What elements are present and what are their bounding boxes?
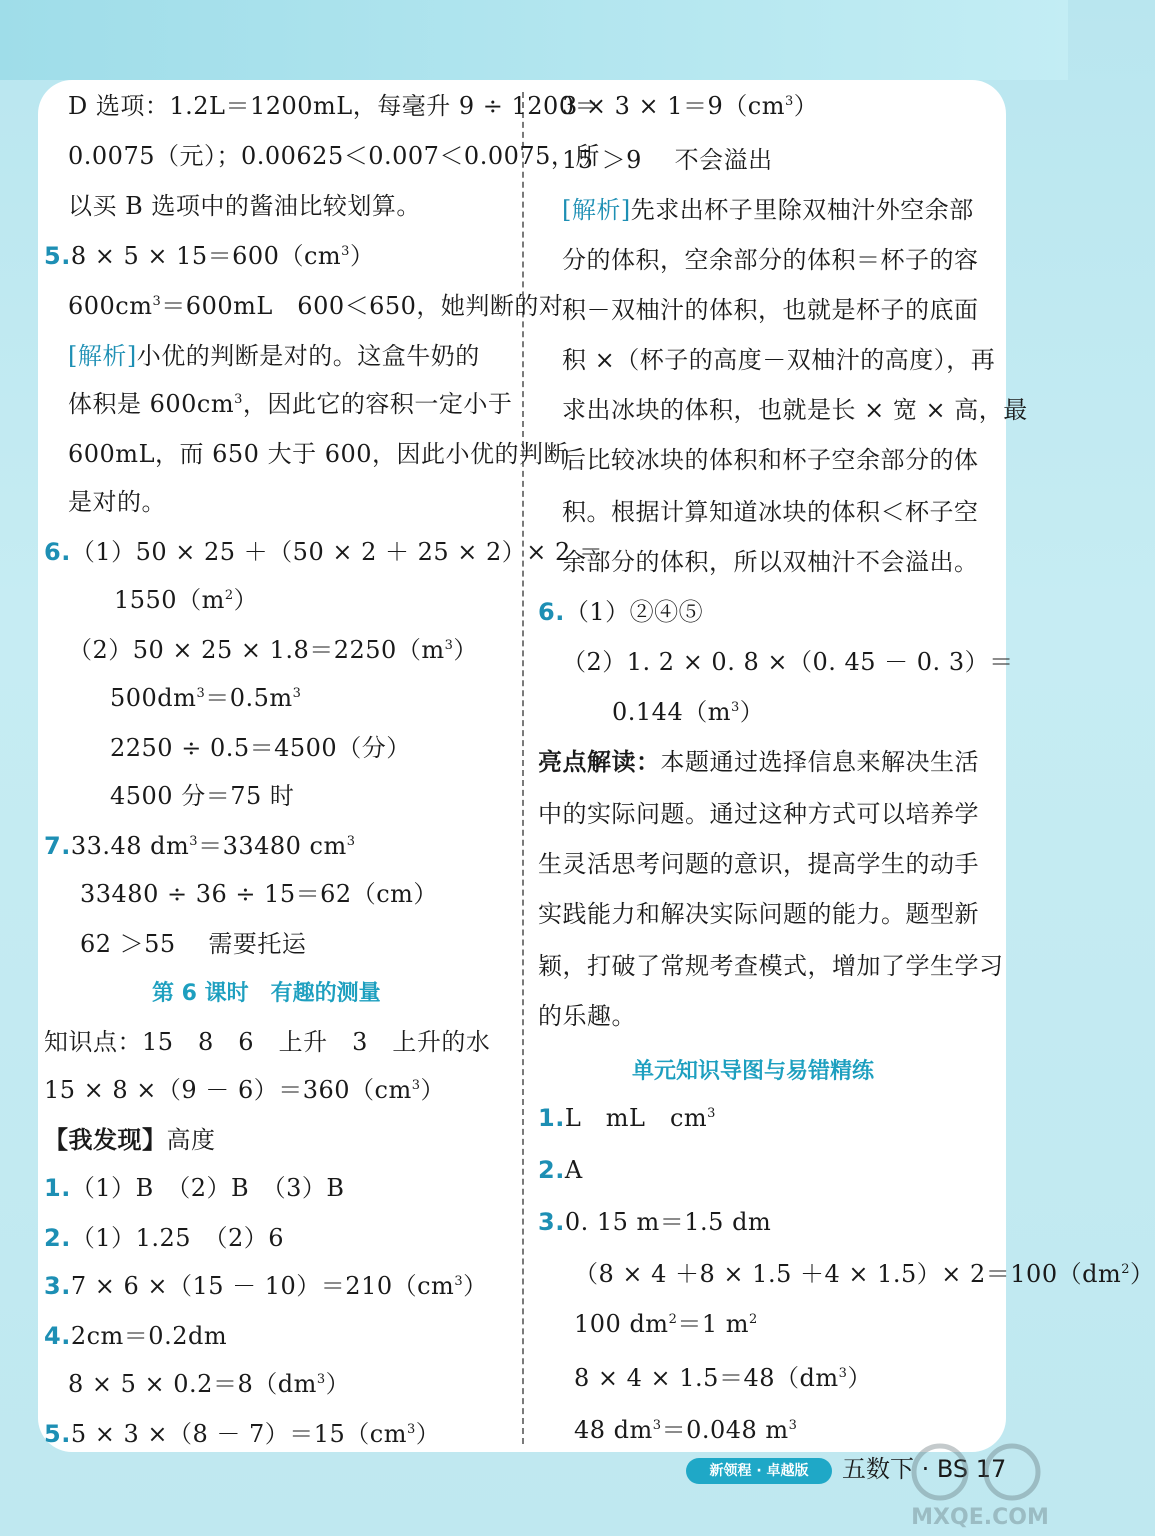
question-number: 3. <box>44 1272 71 1300</box>
line-text: 先求出杯子里除双柚汁外空余部 <box>630 196 974 224</box>
line-text: $(8 \times 4 +8 \times 1.5 +4 \times 1.5)\times 2=100(dm^2)$ <box>574 1260 1155 1288</box>
right-line-0 <box>562 88 818 124</box>
right-line-8 <box>562 494 979 530</box>
left-line-8 <box>68 484 166 520</box>
line-text: 15 ＞9 不会溢出 <box>562 146 773 174</box>
line-text: 4500 分＝75 时 <box>110 782 295 810</box>
bold-label: 【我发现】 <box>44 1126 167 1154</box>
right-line-6 <box>562 392 1028 428</box>
bold-label: 亮点解读： <box>538 748 661 776</box>
line-text: $500dm^3=0.5m^3$ <box>110 684 302 712</box>
line-text: 颖，打破了常规考查模式，增加了学生学习 <box>538 952 1004 980</box>
right2-line-6 <box>574 1412 797 1448</box>
line-text: $8 \times 5 \times 15=600(cm^3)$ <box>70 242 375 270</box>
right-line-16 <box>538 896 979 932</box>
left-line-11 <box>68 632 478 668</box>
right-line-12 <box>612 694 764 730</box>
question-number: 4. <box>44 1322 71 1350</box>
line-text: 33480 ÷ 36 ÷ 15＝62（cm） <box>80 880 438 908</box>
line-text: $7 \times 6 \times(15 - 10)=210(cm^3)$ <box>70 1272 488 1300</box>
line-text: 分的体积，空余部分的体积＝杯子的容 <box>562 246 979 274</box>
left-line-16 <box>80 876 438 912</box>
line-text: 2250 ÷ 0.5＝4500（分） <box>110 734 411 762</box>
top-band <box>0 0 1068 80</box>
right-line-13 <box>538 744 979 780</box>
line-text: 0. 15 m＝1.5 dm <box>564 1208 772 1236</box>
right-line-3 <box>562 242 979 278</box>
question-number: 3. <box>538 1208 565 1236</box>
question-number: 7. <box>44 832 71 860</box>
question-number: 2. <box>44 1224 71 1252</box>
right-line-14 <box>538 796 979 832</box>
left-line-13 <box>110 730 411 766</box>
line-text: D 选项：1.2L＝1200mL，每毫升 9 ÷ 1200＝ <box>68 92 600 120</box>
left-line-2 <box>68 188 421 224</box>
line-text: $15 \times 8 \times(9 - 6)=360(cm^3)$ <box>44 1076 445 1104</box>
section-title-lesson6: 第 6 课时 有趣的测量 <box>152 981 381 1006</box>
right2-line-2 <box>538 1204 771 1240</box>
page-label: 五数下 · BS 17 <box>842 1455 1007 1483</box>
left-line-0 <box>68 88 599 124</box>
line-text: 中的实际问题。通过这种方式可以培养学 <box>538 800 979 828</box>
right-line-4 <box>562 292 979 328</box>
right-line-17 <box>538 948 1004 984</box>
left-line-3 <box>44 238 374 274</box>
line-text: 知识点：15 8 6 上升 3 上升的水 <box>44 1028 491 1056</box>
question-number: 5. <box>44 242 71 270</box>
line-text: $(2)50 \times 25 \times 1.8=2250(m^3)$ <box>68 636 478 664</box>
left-line-14 <box>110 778 294 814</box>
left-line-10 <box>114 582 258 618</box>
line-text: 33.48 $dm^3=33480$ $cm^3$ <box>70 832 356 860</box>
line-text: 600mL，而 650 大于 600，因此小优的判断 <box>68 440 569 468</box>
question-number: 1. <box>44 1174 71 1202</box>
watermark-logo <box>900 1440 1060 1530</box>
right2-line-0 <box>538 1100 716 1136</box>
section-title-unit: 单元知识导图与易错精练 <box>632 1059 875 1084</box>
right-line-5 <box>562 342 995 378</box>
line-text: A <box>564 1156 583 1184</box>
watermark-text: MXQE.COM <box>911 1505 1049 1530</box>
line-text: $5 \times 3 \times(8 - 7)=15(cm^3)$ <box>70 1420 441 1448</box>
line-text: L mL $cm^3$ <box>564 1104 716 1132</box>
line-text: 48 $dm^3=0.048$ $m^3$ <box>574 1416 798 1444</box>
line-text: 100 $dm^2=1$ $m^2$ <box>574 1310 758 1338</box>
left2-line-4 <box>44 1220 284 1256</box>
left2-line-6 <box>44 1318 227 1354</box>
line-text: 余部分的体积，所以双柚汁不会溢出。 <box>562 548 979 576</box>
line-text: （1）1.25 （2）6 <box>70 1224 285 1252</box>
line-text: 积 ×（杯子的高度－双柚汁的高度），再 <box>562 346 996 374</box>
left2-line-5 <box>44 1268 488 1304</box>
right-line-1 <box>562 142 773 178</box>
line-text: 体积是 $600cm^3$，因此它的容积一定小于 <box>68 390 513 418</box>
right-line-18 <box>538 998 636 1034</box>
left-line-17 <box>80 926 306 962</box>
right2-line-3 <box>574 1256 1155 1292</box>
question-number: 6. <box>538 598 565 626</box>
line-text: 生灵活思考问题的意识，提高学生的动手 <box>538 850 979 878</box>
line-text: $8 \times 5 \times 0.2=8(dm^3)$ <box>68 1370 351 1398</box>
brand-pill: 新领程 · 卓越版 <box>686 1458 832 1484</box>
line-text: （2）1. 2 × 0. 8 ×（0. 45 － 0. 3）＝ <box>562 648 1014 676</box>
line-text: 实践能力和解决实际问题的能力。题型新 <box>538 900 979 928</box>
line-text: $1550(m^2)$ <box>114 586 259 614</box>
line-text: 2cm＝0.2dm <box>70 1322 228 1350</box>
left-line-6 <box>68 386 512 422</box>
line-text: 积。根据计算知道冰块的体积＜杯子空 <box>562 498 979 526</box>
question-number: 2. <box>538 1156 565 1184</box>
line-text: 后比较冰块的体积和杯子空余部分的体 <box>562 446 979 474</box>
analysis-tag: [解析] <box>562 196 631 224</box>
right-line-11 <box>562 644 1014 680</box>
analysis-tag: [解析] <box>68 342 137 370</box>
left2-line-8 <box>44 1416 440 1452</box>
line-text: $3 \times 3 \times 1=9(cm^3)$ <box>562 92 819 120</box>
left-line-1 <box>68 138 600 174</box>
line-text: 积－双柚汁的体积，也就是杯子的底面 <box>562 296 979 324</box>
right-line-10 <box>538 594 703 630</box>
right-line-15 <box>538 846 979 882</box>
question-number: 6. <box>44 538 71 566</box>
line-text: 本题通过选择信息来解决生活 <box>660 748 979 776</box>
right2-line-4 <box>574 1306 758 1342</box>
left2-line-3 <box>44 1170 345 1206</box>
line-text: （1）50 × 25 ＋（50 × 2 ＋ 25 × 2）× 2 ＝ <box>70 538 604 566</box>
left2-line-7 <box>68 1366 350 1402</box>
line-text: $600cm^3=600mL$ 600＜650，她判断的对 <box>68 292 564 320</box>
left2-line-0 <box>44 1024 490 1060</box>
left-line-5 <box>68 338 480 374</box>
right-line-7 <box>562 442 979 478</box>
left-line-9 <box>44 534 603 570</box>
left-line-4 <box>68 288 563 324</box>
left2-line-1 <box>44 1072 445 1108</box>
line-text: 以买 B 选项中的酱油比较划算。 <box>68 192 421 220</box>
right-line-9 <box>562 544 979 580</box>
line-text: $8 \times 4 \times 1.5=48(dm^3)$ <box>574 1364 872 1392</box>
right2-line-5 <box>574 1360 872 1396</box>
left-line-7 <box>68 436 568 472</box>
line-text: （1）②④⑤ <box>564 598 704 626</box>
line-text: 高度 <box>166 1126 216 1154</box>
right2-line-1 <box>538 1152 583 1188</box>
left2-line-2 <box>44 1122 216 1158</box>
line-text: 的乐趣。 <box>538 1002 636 1030</box>
line-text: （1）B （2）B （3）B <box>70 1174 345 1202</box>
left-line-12 <box>110 680 301 716</box>
left-line-15 <box>44 828 356 864</box>
question-number: 1. <box>538 1104 565 1132</box>
right-line-2 <box>562 192 974 228</box>
question-number: 5. <box>44 1420 71 1448</box>
line-text: 求出冰块的体积，也就是长 × 宽 × 高，最 <box>562 396 1028 424</box>
line-text: 小优的判断是对的。这盒牛奶的 <box>136 342 480 370</box>
line-text: 是对的。 <box>68 488 166 516</box>
line-text: $0.144(m^3)$ <box>612 698 765 726</box>
line-text: 62 ＞55 需要托运 <box>80 930 307 958</box>
line-text: 0.0075（元）；0.00625＜0.007＜0.0075，所 <box>68 142 600 170</box>
